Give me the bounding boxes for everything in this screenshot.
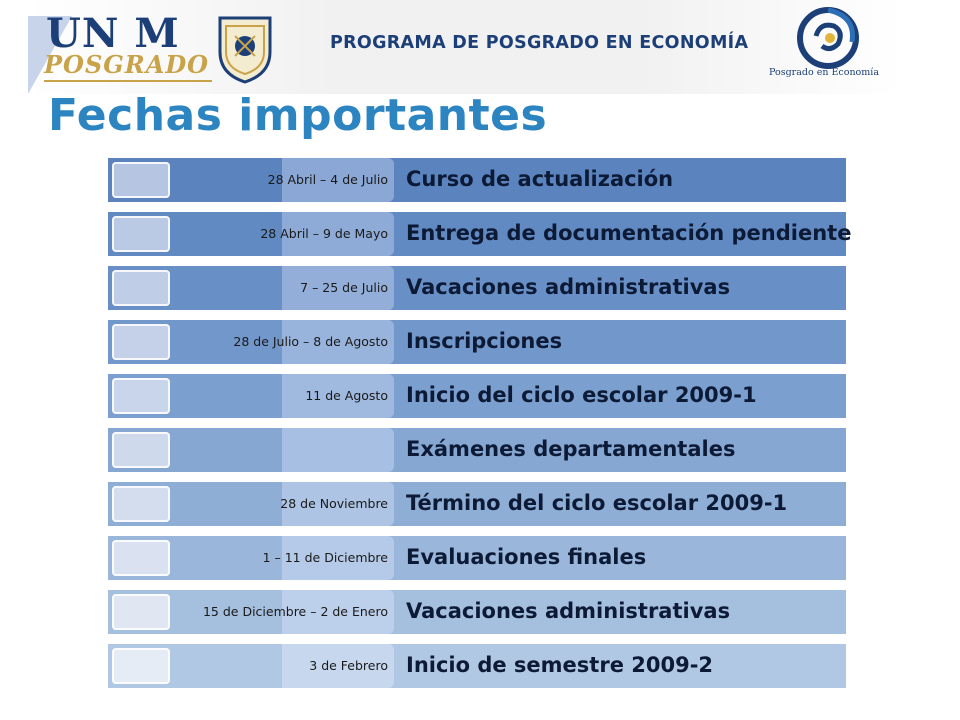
event-label: Exámenes departamentales bbox=[406, 437, 736, 461]
event-label: Curso de actualización bbox=[406, 167, 674, 191]
timeline-row bbox=[108, 158, 846, 202]
date-tab bbox=[282, 428, 394, 472]
event-date: 1 – 11 de Diciembre bbox=[262, 550, 388, 565]
event-date: 3 de Febrero bbox=[309, 658, 388, 673]
timeline-row bbox=[108, 482, 846, 526]
event-date: 28 Abril – 9 de Mayo bbox=[260, 226, 388, 241]
event-label: Inscripciones bbox=[406, 329, 563, 353]
timeline-row bbox=[108, 428, 846, 472]
timeline-marker-box bbox=[112, 324, 170, 360]
timeline-marker-box bbox=[112, 540, 170, 576]
event-label: Vacaciones administrativas bbox=[406, 599, 731, 623]
event-date: 11 de Agosto bbox=[305, 388, 388, 403]
timeline-marker-box bbox=[112, 216, 170, 252]
unam-logo-text: UN M bbox=[46, 10, 180, 57]
timeline-row bbox=[108, 644, 846, 688]
logo-underline bbox=[44, 80, 212, 82]
event-date: 28 Abril – 4 de Julio bbox=[267, 172, 388, 187]
timeline-row bbox=[108, 536, 846, 580]
timeline-marker-box bbox=[112, 378, 170, 414]
event-label: Inicio del ciclo escolar 2009-1 bbox=[406, 383, 757, 407]
timeline-row bbox=[108, 212, 852, 256]
event-date: 28 de Noviembre bbox=[280, 496, 388, 511]
economics-caption: Posgrado en Economía bbox=[769, 67, 879, 78]
timeline-marker-box bbox=[112, 648, 170, 684]
event-label: Inicio de semestre 2009-2 bbox=[406, 653, 714, 677]
page-title: Fechas importantes bbox=[48, 90, 548, 141]
event-date: 7 – 25 de Julio bbox=[300, 280, 388, 295]
timeline-row bbox=[108, 266, 846, 310]
timeline-marker-box bbox=[112, 162, 170, 198]
event-label: Vacaciones administrativas bbox=[406, 275, 731, 299]
posgrado-logo-text: POSGRADO bbox=[44, 50, 210, 79]
event-label: Entrega de documentación pendiente bbox=[406, 221, 852, 245]
event-date: 15 de Diciembre – 2 de Enero bbox=[202, 604, 388, 619]
timeline-marker-box bbox=[112, 432, 170, 468]
event-date: 28 de Julio – 8 de Agosto bbox=[233, 334, 388, 349]
program-title: PROGRAMA DE POSGRADO EN ECONOMÍA bbox=[330, 33, 749, 53]
timeline-marker-box bbox=[112, 486, 170, 522]
event-label: Término del ciclo escolar 2009-1 bbox=[406, 491, 788, 515]
timeline-row bbox=[108, 320, 846, 364]
unam-seal-icon bbox=[214, 12, 276, 84]
timeline-row bbox=[108, 590, 846, 634]
timeline-marker-box bbox=[112, 594, 170, 630]
timeline-row bbox=[108, 374, 846, 418]
event-label: Evaluaciones finales bbox=[406, 545, 647, 569]
economics-swirl-logo-icon bbox=[790, 6, 866, 70]
timeline-marker-box bbox=[112, 270, 170, 306]
